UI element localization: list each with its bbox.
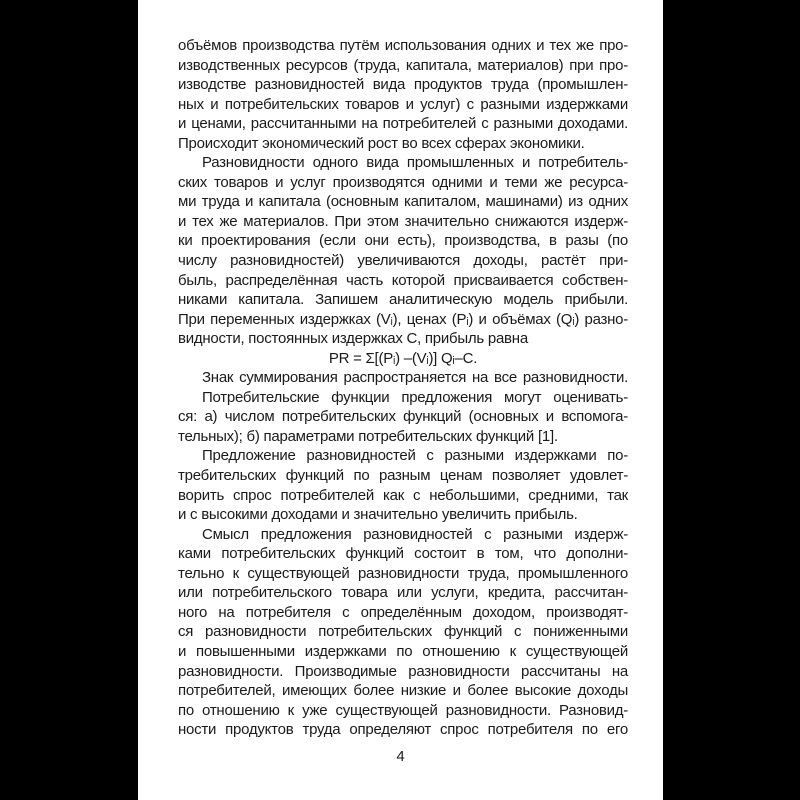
text-line: Предложение разновидностей с разными издержками по- bbox=[202, 447, 628, 465]
text-line: объёмов производства путём использования одних и тех же про- bbox=[178, 37, 628, 54]
text-line: и с высокими доходами и значительно увеличить прибыль. bbox=[178, 506, 578, 524]
text-line: быль, распределённая часть которой присваивается собствен- bbox=[178, 271, 628, 289]
text-line: ками потребительских функций состоит в том, что дополни- bbox=[178, 545, 628, 563]
text-line: ки проектирования (если они есть), производства, в разы (по bbox=[178, 232, 628, 250]
text-line: ских товаров и услуг производятся одними и теми же ресурса- bbox=[178, 173, 628, 191]
text-line: изводственных ресурсов (труда, капитала, материалов) при про- bbox=[178, 56, 628, 74]
text-line: изводстве разновидностей вида продуктов труда (промышлен- bbox=[178, 76, 628, 94]
text-line: и ценами, рассчитанными на потребителей с разными доходами. bbox=[178, 115, 628, 133]
text-line: числу разновидностей) увеличиваются доходы, растёт при- bbox=[178, 252, 628, 270]
text-line: потребителей, имеющих более низкие и более высокие доходы bbox=[178, 682, 628, 700]
text-line: ворить спрос потребителей как с небольшими, средними, так bbox=[178, 486, 628, 504]
text-line: тельно к существующей разновидности труда, промышленного bbox=[178, 564, 628, 582]
text-line: При переменных издержках (Vᵢ), ценах (Pᵢ) и объёмах (Qᵢ) разно- bbox=[178, 310, 628, 328]
text-line: ных и потребительских товаров и услуг) с разными издержками bbox=[178, 95, 628, 113]
text-line: или потребительского товара или услуги, кредита, рассчитан- bbox=[178, 584, 628, 602]
text-line: по отношению к уже существующей разновидности. Разновид- bbox=[178, 701, 628, 719]
text-line: разновидности. Производимые разновидности рассчитаны на bbox=[178, 662, 628, 680]
text-line: ся: а) числом потребительских функций (основных и вспомога- bbox=[178, 408, 628, 426]
text-line: ности продуктов труда определяют спрос потребителя по его bbox=[178, 721, 628, 739]
text-line: Знак суммирования распространяется на все разновидности. bbox=[202, 369, 628, 387]
text-line: ного на потребителя с определённым доходом, производят- bbox=[178, 603, 628, 621]
text-line: Разновидности одного вида промышленных и потребитель- bbox=[202, 154, 628, 172]
formula-line: PR = Σ[(Pᵢ) –(Vᵢ)] Qᵢ–C. bbox=[328, 349, 478, 367]
page-number: 4 bbox=[396, 748, 405, 765]
text-line: и повышенными издержками по отношению к существующей bbox=[178, 642, 628, 660]
text-line: видности, постоянных издержках С, прибыль равна bbox=[178, 330, 528, 348]
body-text bbox=[178, 36, 628, 740]
text-line: никами капитала. Запишем аналитическую модель прибыли. bbox=[178, 291, 628, 309]
text-line: требительских функций по разным ценам позволяет удовлет- bbox=[178, 467, 628, 485]
text-line: Потребительские функции предложения могут оценивать- bbox=[202, 388, 628, 406]
text-line: ми труда и капитала (основным капиталом, машинами) из одних bbox=[178, 193, 628, 211]
text-line: Происходит экономический рост во всех сферах экономики. bbox=[178, 134, 585, 152]
text-line: и тех же материалов. При этом значительно снижаются издерж- bbox=[178, 212, 628, 230]
text-line: ся разновидности потребительских функций с пониженными bbox=[178, 623, 628, 641]
document-page bbox=[138, 0, 663, 800]
text-line: тельных); б) параметрами потребительских функций [1]. bbox=[178, 427, 558, 445]
text-line: Смысл предложения разновидностей с разными издерж- bbox=[202, 525, 628, 543]
